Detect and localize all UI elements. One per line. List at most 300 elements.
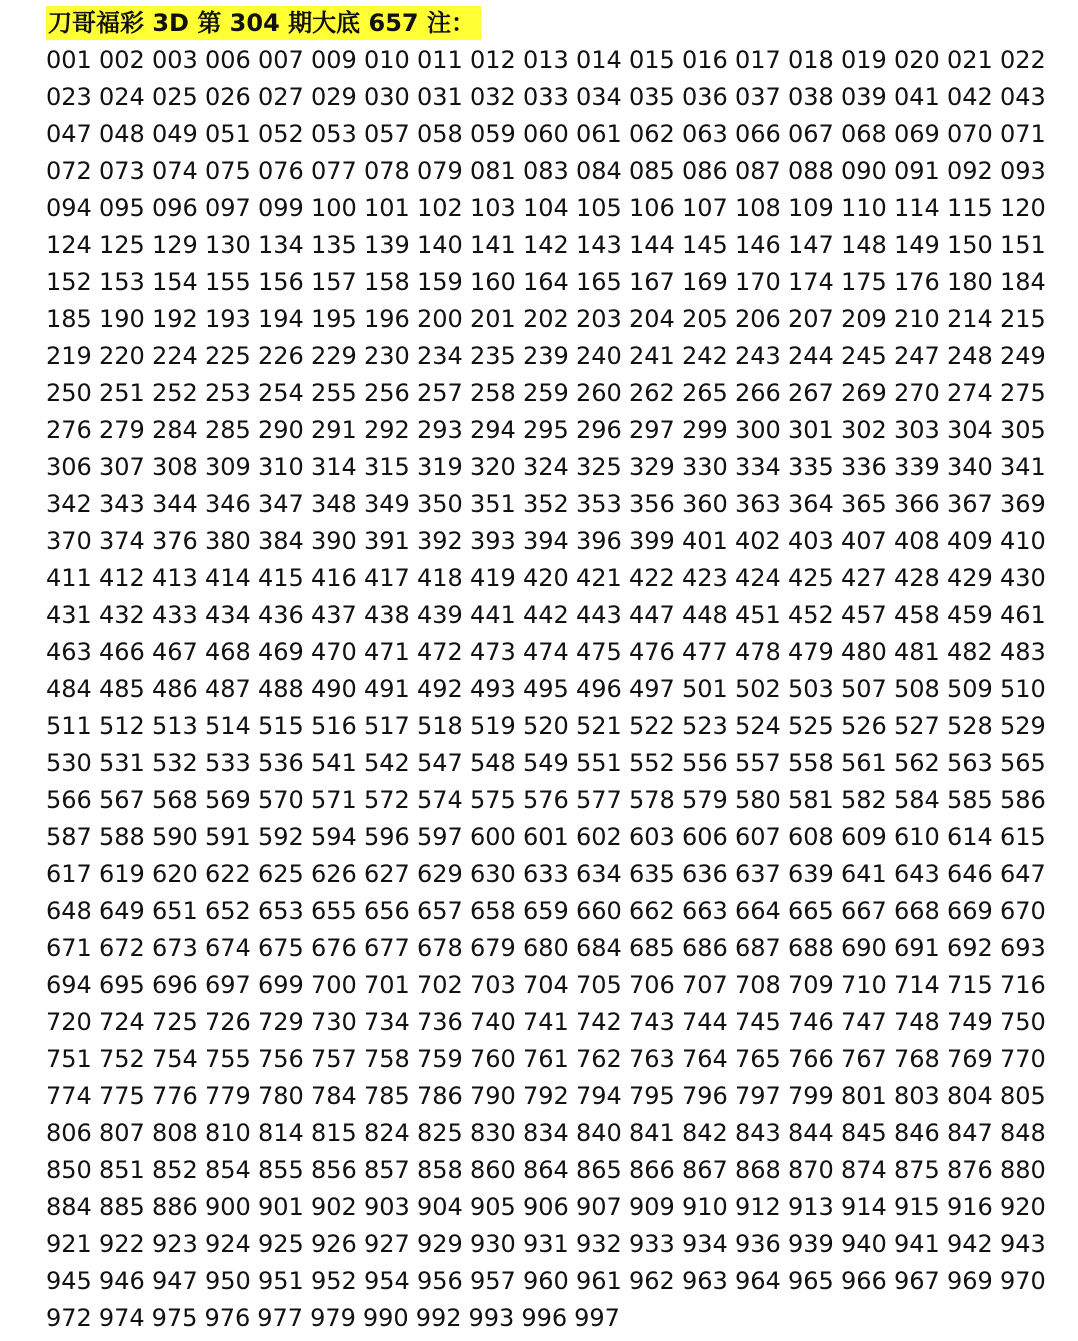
lottery-number: 478 — [735, 638, 781, 666]
lottery-number: 969 — [947, 1267, 993, 1295]
lottery-number: 526 — [841, 712, 887, 740]
lottery-number: 795 — [629, 1082, 675, 1110]
lottery-number: 774 — [46, 1082, 92, 1110]
lottery-number: 241 — [629, 342, 675, 370]
lottery-number: 029 — [311, 83, 357, 111]
lottery-number: 007 — [258, 46, 304, 74]
lottery-number: 886 — [152, 1193, 198, 1221]
lottery-number: 393 — [470, 527, 516, 555]
lottery-number: 093 — [1000, 157, 1046, 185]
lottery-number: 970 — [1000, 1267, 1046, 1295]
lottery-number: 016 — [682, 46, 728, 74]
lottery-number: 549 — [523, 749, 569, 777]
lottery-number: 585 — [947, 786, 993, 814]
lottery-number: 290 — [258, 416, 304, 444]
lottery-number: 085 — [629, 157, 675, 185]
lottery-number: 655 — [311, 897, 357, 925]
lottery-number: 204 — [629, 305, 675, 333]
lottery-number: 394 — [523, 527, 569, 555]
lottery-number: 266 — [735, 379, 781, 407]
lottery-number: 509 — [947, 675, 993, 703]
lottery-number: 649 — [99, 897, 145, 925]
lottery-number: 329 — [629, 453, 675, 481]
lottery-number: 097 — [205, 194, 251, 222]
lottery-number: 568 — [152, 786, 198, 814]
lottery-number: 310 — [258, 453, 304, 481]
lottery-number: 747 — [841, 1008, 887, 1036]
number-row — [46, 1189, 1046, 1226]
number-row — [46, 1115, 1046, 1152]
lottery-number: 324 — [523, 453, 569, 481]
lottery-number: 574 — [417, 786, 463, 814]
lottery-number: 035 — [629, 83, 675, 111]
lottery-number: 744 — [682, 1008, 728, 1036]
lottery-number: 600 — [470, 823, 516, 851]
lottery-number: 639 — [788, 860, 834, 888]
lottery-number: 634 — [576, 860, 622, 888]
lottery-number: 458 — [894, 601, 940, 629]
lottery-number: 176 — [894, 268, 940, 296]
lottery-number: 487 — [205, 675, 251, 703]
page-title: 刀哥福彩 3D 第 304 期大底 657 注： — [46, 6, 481, 40]
lottery-number: 193 — [205, 305, 251, 333]
lottery-number: 421 — [576, 564, 622, 592]
lottery-number: 792 — [523, 1082, 569, 1110]
lottery-number: 302 — [841, 416, 887, 444]
lottery-number: 259 — [523, 379, 569, 407]
lottery-number: 592 — [258, 823, 304, 851]
lottery-number: 301 — [788, 416, 834, 444]
lottery-number: 508 — [894, 675, 940, 703]
lottery-number: 467 — [152, 638, 198, 666]
lottery-number: 854 — [205, 1156, 251, 1184]
lottery-number: 914 — [841, 1193, 887, 1221]
lottery-number: 366 — [894, 490, 940, 518]
lottery-number: 741 — [523, 1008, 569, 1036]
number-row — [46, 708, 1046, 745]
lottery-number: 336 — [841, 453, 887, 481]
lottery-number: 169 — [682, 268, 728, 296]
number-row — [46, 486, 1046, 523]
lottery-number: 785 — [364, 1082, 410, 1110]
lottery-number: 590 — [152, 823, 198, 851]
lottery-number: 279 — [99, 416, 145, 444]
lottery-number: 603 — [629, 823, 675, 851]
lottery-number: 479 — [788, 638, 834, 666]
lottery-number: 376 — [152, 527, 198, 555]
lottery-number: 257 — [417, 379, 463, 407]
lottery-number: 194 — [258, 305, 304, 333]
lottery-number: 037 — [735, 83, 781, 111]
lottery-number: 997 — [574, 1304, 620, 1332]
lottery-number: 850 — [46, 1156, 92, 1184]
lottery-number: 566 — [46, 786, 92, 814]
lottery-number: 577 — [576, 786, 622, 814]
lottery-number: 412 — [99, 564, 145, 592]
lottery-number: 664 — [735, 897, 781, 925]
lottery-number: 090 — [841, 157, 887, 185]
lottery-number: 977 — [257, 1304, 304, 1332]
lottery-number: 845 — [841, 1119, 887, 1147]
lottery-number: 480 — [841, 638, 887, 666]
lottery-number: 561 — [841, 749, 887, 777]
lottery-number: 239 — [523, 342, 569, 370]
lottery-number: 834 — [523, 1119, 569, 1147]
lottery-number: 258 — [470, 379, 516, 407]
lottery-number: 167 — [629, 268, 675, 296]
lottery-number: 808 — [152, 1119, 198, 1147]
lottery-number: 284 — [152, 416, 198, 444]
number-row — [46, 1300, 1046, 1337]
lottery-number: 493 — [470, 675, 516, 703]
lottery-number: 751 — [46, 1045, 92, 1073]
lottery-number: 749 — [947, 1008, 993, 1036]
lottery-number: 707 — [682, 971, 728, 999]
lottery-number: 856 — [311, 1156, 357, 1184]
lottery-number: 690 — [841, 934, 887, 962]
lottery-number: 594 — [311, 823, 357, 851]
lottery-number: 923 — [152, 1230, 198, 1258]
lottery-number: 588 — [99, 823, 145, 851]
lottery-number: 125 — [99, 231, 145, 259]
lottery-number: 142 — [523, 231, 569, 259]
lottery-number: 709 — [788, 971, 834, 999]
lottery-number: 157 — [311, 268, 357, 296]
lottery-number: 303 — [894, 416, 940, 444]
lottery-number: 153 — [99, 268, 145, 296]
lottery-number: 270 — [894, 379, 940, 407]
lottery-number: 626 — [311, 860, 357, 888]
lottery-number: 009 — [311, 46, 357, 74]
lottery-number: 335 — [788, 453, 834, 481]
lottery-number: 032 — [470, 83, 516, 111]
lottery-number: 974 — [98, 1304, 145, 1332]
lottery-number: 523 — [682, 712, 728, 740]
lottery-number: 369 — [1000, 490, 1046, 518]
lottery-number: 079 — [417, 157, 463, 185]
lottery-number: 099 — [258, 194, 304, 222]
lottery-number: 367 — [947, 490, 993, 518]
lottery-number: 043 — [1000, 83, 1046, 111]
lottery-number: 652 — [205, 897, 251, 925]
lottery-number: 363 — [735, 490, 781, 518]
lottery-number: 691 — [894, 934, 940, 962]
lottery-number: 901 — [258, 1193, 304, 1221]
lottery-number: 697 — [205, 971, 251, 999]
lottery-number: 410 — [1000, 527, 1046, 555]
number-row — [46, 967, 1046, 1004]
lottery-number: 180 — [947, 268, 993, 296]
lottery-number: 675 — [258, 934, 304, 962]
lottery-number: 151 — [1000, 231, 1046, 259]
lottery-number: 904 — [417, 1193, 463, 1221]
lottery-number: 058 — [417, 120, 463, 148]
lottery-number: 255 — [311, 379, 357, 407]
lottery-number: 235 — [470, 342, 516, 370]
lottery-number: 708 — [735, 971, 781, 999]
lottery-number: 801 — [841, 1082, 887, 1110]
lottery-number: 229 — [311, 342, 357, 370]
lottery-number: 842 — [682, 1119, 728, 1147]
lottery-number: 907 — [576, 1193, 622, 1221]
lottery-number: 517 — [364, 712, 410, 740]
lottery-number: 294 — [470, 416, 516, 444]
lottery-number: 532 — [152, 749, 198, 777]
lottery-number: 070 — [947, 120, 993, 148]
lottery-number: 748 — [894, 1008, 940, 1036]
lottery-number: 952 — [311, 1267, 357, 1295]
lottery-number: 492 — [417, 675, 463, 703]
lottery-number: 471 — [364, 638, 410, 666]
lottery-number: 023 — [46, 83, 92, 111]
lottery-number: 990 — [362, 1304, 409, 1332]
lottery-number: 124 — [46, 231, 92, 259]
lottery-number: 521 — [576, 712, 622, 740]
lottery-number: 390 — [311, 527, 357, 555]
lottery-number: 134 — [258, 231, 304, 259]
lottery-number: 473 — [470, 638, 516, 666]
lottery-number: 874 — [841, 1156, 887, 1184]
lottery-number: 251 — [99, 379, 145, 407]
lottery-number: 076 — [258, 157, 304, 185]
lottery-number: 966 — [841, 1267, 887, 1295]
lottery-number: 431 — [46, 601, 92, 629]
lottery-number: 419 — [470, 564, 516, 592]
lottery-number: 759 — [417, 1045, 463, 1073]
lottery-number: 766 — [788, 1045, 834, 1073]
lottery-number: 635 — [629, 860, 675, 888]
lottery-number: 109 — [788, 194, 834, 222]
lottery-number: 780 — [258, 1082, 304, 1110]
lottery-number: 418 — [417, 564, 463, 592]
lottery-number: 687 — [735, 934, 781, 962]
lottery-number: 159 — [417, 268, 463, 296]
lottery-number: 844 — [788, 1119, 834, 1147]
lottery-number: 518 — [417, 712, 463, 740]
lottery-number: 847 — [947, 1119, 993, 1147]
lottery-number: 629 — [417, 860, 463, 888]
lottery-number: 441 — [470, 601, 516, 629]
lottery-number: 077 — [311, 157, 357, 185]
lottery-number: 552 — [629, 749, 675, 777]
lottery-number: 107 — [682, 194, 728, 222]
lottery-number: 103 — [470, 194, 516, 222]
lottery-number: 734 — [364, 1008, 410, 1036]
lottery-number: 786 — [417, 1082, 463, 1110]
lottery-number: 061 — [576, 120, 622, 148]
lottery-number: 250 — [46, 379, 92, 407]
lottery-number: 160 — [470, 268, 516, 296]
lottery-number: 684 — [576, 934, 622, 962]
lottery-number: 262 — [629, 379, 675, 407]
lottery-number: 758 — [364, 1045, 410, 1073]
lottery-number: 745 — [735, 1008, 781, 1036]
lottery-number: 152 — [46, 268, 92, 296]
number-row — [46, 1226, 1046, 1263]
lottery-number: 693 — [1000, 934, 1046, 962]
lottery-number: 451 — [735, 601, 781, 629]
lottery-number: 201 — [470, 305, 516, 333]
lottery-number: 457 — [841, 601, 887, 629]
lottery-number: 339 — [894, 453, 940, 481]
lottery-number: 726 — [205, 1008, 251, 1036]
lottery-number: 663 — [682, 897, 728, 925]
lottery-number: 769 — [947, 1045, 993, 1073]
lottery-number: 678 — [417, 934, 463, 962]
lottery-number: 764 — [682, 1045, 728, 1073]
lottery-number: 253 — [205, 379, 251, 407]
lottery-number: 092 — [947, 157, 993, 185]
lottery-number: 586 — [1000, 786, 1046, 814]
lottery-number: 436 — [258, 601, 304, 629]
lottery-number: 885 — [99, 1193, 145, 1221]
lottery-number: 081 — [470, 157, 516, 185]
lottery-number: 003 — [152, 46, 198, 74]
lottery-number: 920 — [1000, 1193, 1046, 1221]
number-row — [46, 412, 1046, 449]
lottery-number: 425 — [788, 564, 834, 592]
lottery-number: 476 — [629, 638, 675, 666]
lottery-number: 265 — [682, 379, 728, 407]
lottery-number: 422 — [629, 564, 675, 592]
lottery-number: 110 — [841, 194, 887, 222]
lottery-number: 685 — [629, 934, 675, 962]
number-row — [46, 819, 1046, 856]
lottery-number: 754 — [152, 1045, 198, 1073]
lottery-number: 087 — [735, 157, 781, 185]
lottery-number: 515 — [258, 712, 304, 740]
lottery-number: 867 — [682, 1156, 728, 1184]
lottery-number: 569 — [205, 786, 251, 814]
lottery-number: 931 — [523, 1230, 569, 1258]
lottery-number: 912 — [735, 1193, 781, 1221]
lottery-number: 423 — [682, 564, 728, 592]
lottery-number: 702 — [417, 971, 463, 999]
lottery-number: 964 — [735, 1267, 781, 1295]
lottery-number: 864 — [523, 1156, 569, 1184]
lottery-number: 017 — [735, 46, 781, 74]
lottery-number: 525 — [788, 712, 834, 740]
lottery-number: 230 — [364, 342, 410, 370]
lottery-number: 010 — [364, 46, 410, 74]
lottery-number: 447 — [629, 601, 675, 629]
lottery-number: 720 — [46, 1008, 92, 1036]
lottery-number: 365 — [841, 490, 887, 518]
lottery-number: 042 — [947, 83, 993, 111]
lottery-number: 364 — [788, 490, 834, 518]
lottery-number: 025 — [152, 83, 198, 111]
lottery-number: 950 — [205, 1267, 251, 1295]
lottery-number: 756 — [258, 1045, 304, 1073]
lottery-number: 484 — [46, 675, 92, 703]
lottery-number: 676 — [311, 934, 357, 962]
lottery-number: 668 — [894, 897, 940, 925]
lottery-number: 563 — [947, 749, 993, 777]
lottery-number: 403 — [788, 527, 834, 555]
lottery-number: 414 — [205, 564, 251, 592]
lottery-number: 556 — [682, 749, 728, 777]
lottery-number: 677 — [364, 934, 410, 962]
lottery-number: 993 — [468, 1304, 515, 1332]
lottery-number: 686 — [682, 934, 728, 962]
lottery-number: 063 — [682, 120, 728, 148]
lottery-number: 429 — [947, 564, 993, 592]
lottery-number: 710 — [841, 971, 887, 999]
lottery-number: 578 — [629, 786, 675, 814]
lottery-number: 203 — [576, 305, 622, 333]
lottery-number: 470 — [311, 638, 357, 666]
lottery-number: 299 — [682, 416, 728, 444]
lottery-number: 267 — [788, 379, 834, 407]
lottery-number: 558 — [788, 749, 834, 777]
lottery-number: 147 — [788, 231, 834, 259]
lottery-number: 503 — [788, 675, 834, 703]
lottery-number: 761 — [523, 1045, 569, 1073]
lottery-number: 057 — [364, 120, 410, 148]
lottery-number: 714 — [894, 971, 940, 999]
lottery-number: 490 — [311, 675, 357, 703]
lottery-number: 565 — [1000, 749, 1046, 777]
lottery-number: 804 — [947, 1082, 993, 1110]
lottery-number: 501 — [682, 675, 728, 703]
lottery-number: 776 — [152, 1082, 198, 1110]
lottery-number: 940 — [841, 1230, 887, 1258]
lottery-number: 468 — [205, 638, 251, 666]
lottery-number: 466 — [99, 638, 145, 666]
lottery-number: 307 — [99, 453, 145, 481]
lottery-number: 078 — [364, 157, 410, 185]
lottery-number: 925 — [258, 1230, 304, 1258]
lottery-number: 674 — [205, 934, 251, 962]
lottery-number: 679 — [470, 934, 516, 962]
lottery-number: 579 — [682, 786, 728, 814]
lottery-number: 701 — [364, 971, 410, 999]
lottery-number: 461 — [1000, 601, 1046, 629]
lottery-number: 669 — [947, 897, 993, 925]
lottery-number: 884 — [46, 1193, 92, 1221]
lottery-number: 297 — [629, 416, 675, 444]
lottery-number: 066 — [735, 120, 781, 148]
lottery-number: 158 — [364, 268, 410, 296]
lottery-number: 903 — [364, 1193, 410, 1221]
lottery-number: 252 — [152, 379, 198, 407]
lottery-number: 516 — [311, 712, 357, 740]
lottery-number: 433 — [152, 601, 198, 629]
lottery-number: 330 — [682, 453, 728, 481]
lottery-number: 581 — [788, 786, 834, 814]
lottery-number: 319 — [417, 453, 463, 481]
lottery-number: 244 — [788, 342, 834, 370]
lottery-number: 860 — [470, 1156, 516, 1184]
lottery-number: 601 — [523, 823, 569, 851]
lottery-number: 039 — [841, 83, 887, 111]
number-row — [46, 597, 1046, 634]
lottery-number: 340 — [947, 453, 993, 481]
lottery-number: 145 — [682, 231, 728, 259]
lottery-number: 975 — [151, 1304, 198, 1332]
lottery-number: 796 — [682, 1082, 728, 1110]
lottery-number: 315 — [364, 453, 410, 481]
lottery-number: 582 — [841, 786, 887, 814]
lottery-number: 139 — [364, 231, 410, 259]
lottery-number: 031 — [417, 83, 463, 111]
lottery-number: 215 — [1000, 305, 1046, 333]
number-list — [46, 42, 1046, 1337]
lottery-number: 939 — [788, 1230, 834, 1258]
lottery-number: 135 — [311, 231, 357, 259]
lottery-number: 533 — [205, 749, 251, 777]
lottery-number: 513 — [152, 712, 198, 740]
